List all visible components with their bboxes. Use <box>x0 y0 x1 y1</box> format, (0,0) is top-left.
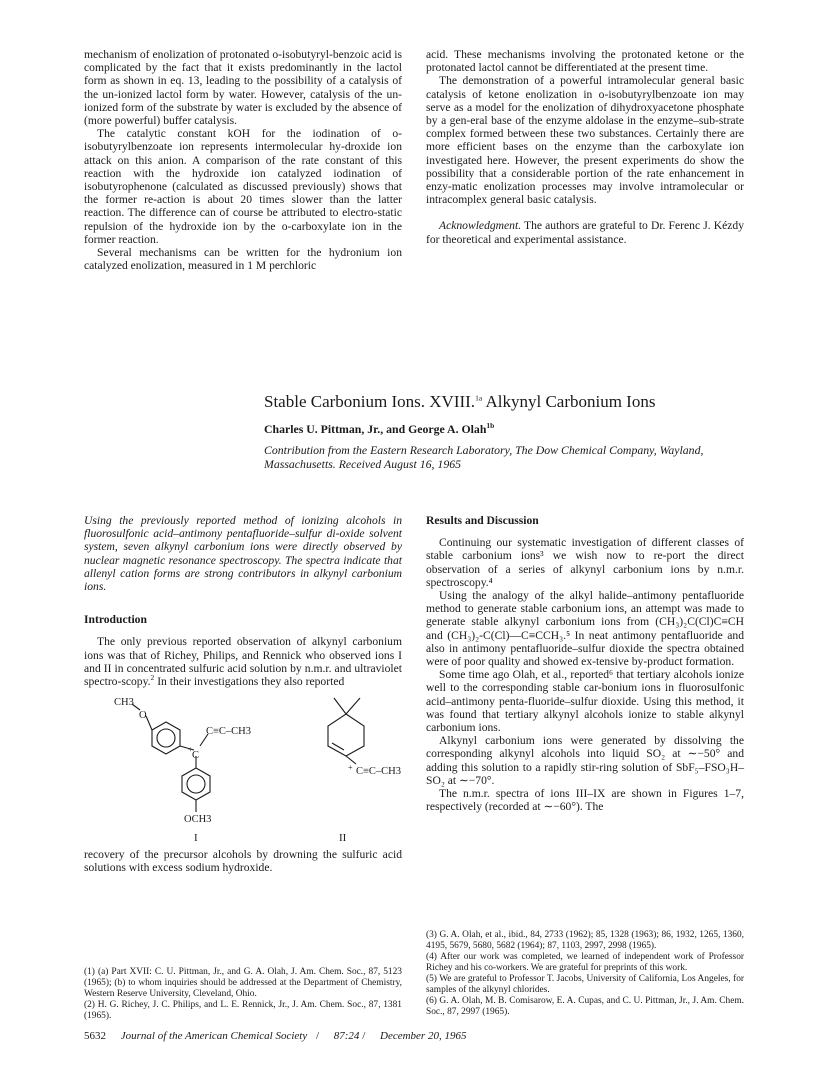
structure-drawing <box>84 694 402 844</box>
journal-issue: 87:24 <box>333 1030 360 1042</box>
footnote: (3) G. A. Olah, et al., ibid., 84, 2733 (1962); 85, 1328 (1963); 86, 1932, 1265, 1360, 4195, 5679, 5680, 5682 (1964); 87, 1103, 2997, 2998 (1965). <box>426 930 744 951</box>
paragraph: Continuing our systematic investigation of different classes of stable carbonium ions³ we wish now to re-port the direct observation of a series of alkynyl carbonium ions by n.m.r. spectroscopy.⁴ <box>426 536 744 589</box>
separator: / <box>315 1030 320 1042</box>
paragraph: Several mechanisms can be written for the hydronium ion catalyzed enolization, measured in 1 M perchloric <box>84 246 402 273</box>
footnote: (4) After our work was completed, we learned of independent work of Professor Richey and his co-workers. We are grateful for preprints of this work. <box>426 952 744 973</box>
journal-date: December 20, 1965 <box>380 1030 467 1042</box>
acknowledgment-label: Acknowledgment. <box>439 219 522 233</box>
intro-text: The only previous reported observation of alkynyl carbonium ions was that of Richey, Philips, and Rennick who observed ions I and II in concentrated sulfuric acid solution by n.m.r. and ultraviolet spectro-scopy. <box>84 635 402 689</box>
structure-label-II: II <box>339 832 347 845</box>
plus-charge: + <box>188 745 193 755</box>
paragraph: Using the analogy of the alkyl halide–antimony pentafluoride method to generate stable carbonium ions, an attempt was made to generate stable alkynyl carbonium ions from (CH₃)₂C(Cl)C≡CH and (CH₃)₂-C(Cl)—C≡CCH₃.⁵ In neat antimony pentafluoride and also in antimony pentafluoride–sulfur dioxide the spectra obtained were of poor quality and showed ex-tensive by-product formation. <box>426 589 744 669</box>
cyclohexene-ring <box>328 714 364 756</box>
footnote: (2) H. G. Richey, J. C. Philips, and L. E. Rennick, Jr., J. Am. Chem. Soc., 87, 1381 (1965). <box>84 1000 402 1021</box>
page-footer <box>84 1030 744 1042</box>
paragraph <box>84 635 402 688</box>
oxygen-label: O <box>139 710 147 722</box>
contribution-line: Contribution from the Eastern Research Laboratory, The Dow Chemical Company, Wayland, Massachusetts. Received August 16, 1965 <box>264 443 704 471</box>
paragraph: Alkynyl carbonium ions were generated by dissolving the corresponding alkynyl alcohols into liquid SO₂ at ∼−50° and adding this solution to a rapidly stir-ring solution of SbF₅–FSO₃H–SO₂ at ∼−70°. <box>426 734 744 787</box>
journal-name: Journal of the American Chemical Society <box>120 1030 308 1042</box>
footnote: (1) (a) Part XVII: C. U. Pittman, Jr., and G. A. Olah, J. Am. Chem. Soc., 87, 5123 (1965); (b) to whom inquiries should be addressed at the Department of Chemistry, Western Reserve University, Cleveland, Ohio. <box>84 967 402 999</box>
paragraph: recovery of the precursor alcohols by drowning the sulfuric acid solutions with excess sodium hydroxide. <box>84 848 402 875</box>
chemical-structures <box>84 694 402 845</box>
title-footnote-ref: 1a <box>475 393 483 403</box>
triple-bond-label: C≡C–CH3 <box>206 726 252 738</box>
top-left-column <box>84 48 402 272</box>
structure-label-I: I <box>194 832 198 845</box>
bottom-left-column <box>84 514 402 875</box>
methoxy-label: OCH3 <box>184 814 212 826</box>
acknowledgment <box>426 219 744 245</box>
paragraph: The n.m.r. spectra of ions III–IX are shown in Figures 1–7, respectively (recorded at ∼−60°). The <box>426 787 744 814</box>
article-title <box>264 392 744 412</box>
author-footnote-ref: 1b <box>486 421 495 431</box>
page-number: 5632 <box>84 1030 106 1042</box>
methyl-label: CH3 <box>114 697 134 709</box>
results-heading: Results and Discussion <box>426 514 539 527</box>
article-header <box>264 392 744 471</box>
bond <box>334 698 346 714</box>
aromatic-circle <box>187 775 205 793</box>
footnotes-left <box>84 967 402 1022</box>
bottom-right-column <box>426 514 744 813</box>
paragraph: mechanism of enolization of protonated o-isobutyryl-benzoic acid is complicated by the fact that it exists predominantly in the lactol form as shown in eq. 13, leading to the possibility of a catalysis of the un-ionized lactol form by water. However, catalysis of the un-ionized form of the substrate by water is excluded by the absence of (more powerful) buffer catalysis. <box>84 48 402 128</box>
title-subtitle: Alkynyl Carbonium Ions <box>482 392 656 411</box>
footnote-ref: 2 <box>150 673 155 683</box>
footnotes-right <box>426 930 744 1018</box>
title-main: Stable Carbonium Ions. XVIII. <box>264 392 476 411</box>
introduction-heading: Introduction <box>84 613 147 627</box>
acknowledgment-text: The authors are grateful to Dr. Ferenc J. Kézdy for theoretical and experimental assistance. <box>426 219 744 246</box>
separator: / <box>362 1030 366 1042</box>
author-names: Charles U. Pittman, Jr., and George A. Olah <box>264 422 487 436</box>
authors <box>264 422 744 437</box>
aromatic-circle <box>157 729 175 747</box>
bond <box>146 716 152 730</box>
benzene-ring-top <box>152 722 180 754</box>
bond <box>346 698 360 714</box>
triple-bond-label: C≡C–CH3 <box>356 766 402 778</box>
top-right-column <box>426 48 744 246</box>
footnote: (5) We are grateful to Professor T. Jacobs, University of California, Los Angeles, for samples of the alkynyl chlorides. <box>426 974 744 995</box>
carbon-label: C <box>192 750 200 762</box>
benzene-ring-bottom <box>182 768 210 800</box>
paragraph: The catalytic constant kOH for the iodination of o-isobutyrylbenzoate ion represents intermolecular hy-droxide ion attack on this anion. A comparison of the rate constant of this reaction with the hydroxide ion catalyzed iodination of isobutyrophenone (calculated as discussed previously) shows that the former re-action is about 20 times slower than the latter reaction. The difference can of course be attributed to electro-static repulsion of the hydroxide ion by the o-carboxylate ion in the former reaction. <box>84 127 402 246</box>
paragraph: acid. These mechanisms involving the protonated ketone or the protonated lactol cannot be differentiated at the present time. <box>426 48 744 75</box>
footnote: (6) G. A. Olah, M. B. Comisarow, E. A. Cupas, and C. U. Pittman, Jr., J. Am. Chem. Soc., 87, 2997 (1965). <box>426 996 744 1017</box>
intro-text-tail: In their investigations they also reported <box>154 675 345 689</box>
abstract: Using the previously reported method of ionizing alcohols in fluorosulfonic acid–antimony pentafluoride–sulfur di-oxide solvent system, seven alkynyl carbonium ions were directly observed by nuclear magnetic resonance spectroscopy. The spectra indicate that allenyl cation forms are strong contributors in alkynyl carbonium ions. <box>84 514 402 594</box>
paragraph: The demonstration of a powerful intramolecular general basic catalysis of ketone enolization in o-isobutyrylbenzoate ion may serve as a model for the enolization of dihydroxyacetone phosphate by a gen-eral base of the enzyme aldolase in the enzyme–sub-strate complex formed between these two substances. Certainly there are more efficient bases on the enzyme than the carboxylate ion investigated here. However, the present experiments do show the possibility that a considerable portion of the rate enhancement in enzy-matic enolization processes may involve intramolecular or intracomplex general basic catalysis. <box>426 74 744 207</box>
plus-charge: + <box>348 763 353 773</box>
paragraph: Some time ago Olah, et al., reported⁶ that tertiary alcohols ionize well to the corresponding stable car-bonium ions in fluorosulfonic acid–antimony penta-fluoride–sulfur dioxide. Using this method, it was found that tertiary alkynyl alcohols ionize to stable alkynyl carbonium ions. <box>426 668 744 735</box>
